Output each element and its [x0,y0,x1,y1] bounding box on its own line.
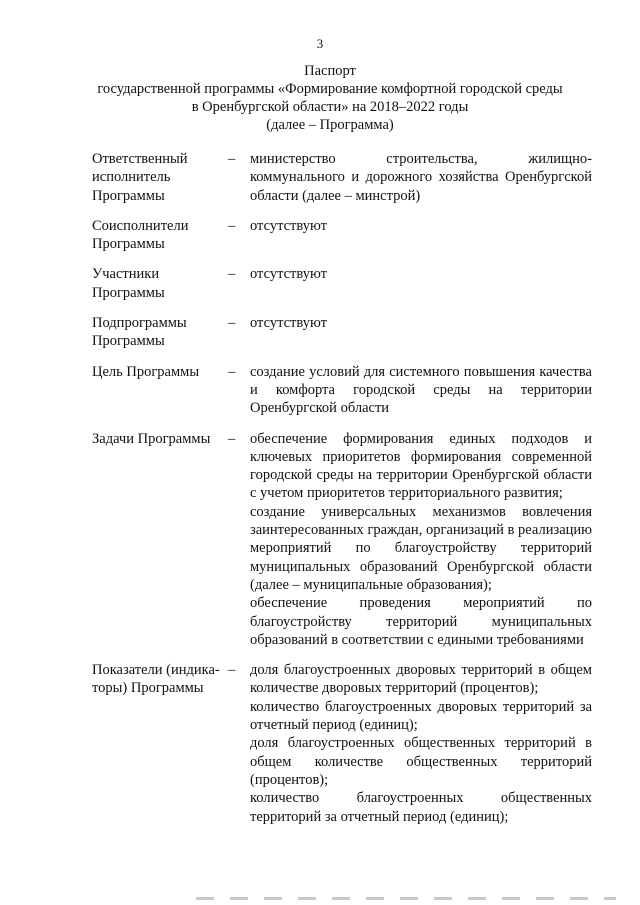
row-value-paragraph: отсутствуют [250,217,327,234]
row-label [92,363,228,418]
row-label [92,661,228,826]
row-value-paragraph: количество благоустроенных общественных территорий за отчетный период (единиц); [250,790,592,825]
row-label-line: Соисполнители [92,217,189,234]
row-label [92,314,228,351]
passport-table [92,150,592,838]
row-label-line: Участники [92,266,160,283]
row-value-paragraph: создание универсальных механизмов вовлечения заинтересованных граждан, организаций в реализацию мероприятий по благоустройству территорий муниципальных образований Оренбургской области (далее – муниципальные образования); [250,503,592,593]
row-label-line: Показатели (индика- [92,662,220,679]
row-label-line: Программы [92,236,165,253]
row-label-line: Цель Программы [92,363,200,380]
passport-row [92,150,592,205]
row-label [92,430,228,650]
row-value-paragraph: отсутствуют [250,315,327,332]
row-value [250,150,592,205]
row-label-line: торы) Программы [92,680,204,697]
row-label-line: Подпрограммы [92,315,187,332]
row-label [92,217,228,254]
row-dash: – [228,662,236,679]
row-label [92,150,228,205]
passport-row [92,661,592,826]
row-value-paragraph: количество благоустроенных дворовых территорий за отчетный период (единиц); [250,698,592,734]
row-dash: – [228,315,236,332]
row-dash: – [228,363,236,380]
row-value [250,265,592,302]
header-line-program: государственной программы «Формирование комфортной городской среды [97,81,563,97]
passport-row [92,217,592,254]
header-line-abbrev: (далее – Программа) [266,117,394,133]
passport-row [92,363,592,418]
page-number: 3 [316,36,324,51]
row-label-line: исполнитель [92,169,171,186]
passport-row [92,314,592,351]
scan-edge-artifact [196,897,616,900]
row-label-line: Задачи Программы [92,430,211,447]
row-dash: – [228,217,236,234]
row-dash: – [228,151,236,167]
row-value-paragraph: создание условий для системного повышения качества и комфорта городской среды на территории Оренбургской области [250,363,592,417]
row-label-line: Программы [92,333,165,350]
row-value [250,363,592,418]
row-value [250,661,592,826]
row-value-paragraph: отсутствуют [250,266,327,283]
row-value [250,430,592,650]
document-header [60,62,600,134]
passport-row [92,430,592,650]
row-dash: – [228,266,236,283]
row-value [250,217,592,254]
row-value-paragraph: министерство строительства, жилищно-коммунального и дорожного хозяйства Оренбургской области (далее – минстрой) [250,151,592,204]
row-value-paragraph: обеспечение проведения мероприятий по благоустройству территорий муниципальных образований в соответствии с едиными требованиями [250,595,592,648]
row-dash: – [228,430,236,447]
header-title: Паспорт [304,63,356,79]
row-value-paragraph: доля благоустроенных дворовых территорий в общем количестве дворовых территорий (процентов); [250,662,592,697]
header-line-region: в Оренбургской области» на 2018–2022 годы [191,99,469,115]
row-value-paragraph: доля благоустроенных общественных территорий в общем количестве общественных территорий (процентов); [250,735,592,788]
row-label-line: Программы [92,187,165,204]
row-label-line: Ответственный [92,151,188,167]
row-label [92,265,228,302]
row-label-line: Программы [92,284,165,301]
row-value-paragraph: обеспечение формирования единых подходов и ключевых приоритетов формирования современной городской среды на территории Оренбургской области с учетом приоритетов территориального развития; [250,430,592,502]
passport-row [92,265,592,302]
row-value [250,314,592,351]
